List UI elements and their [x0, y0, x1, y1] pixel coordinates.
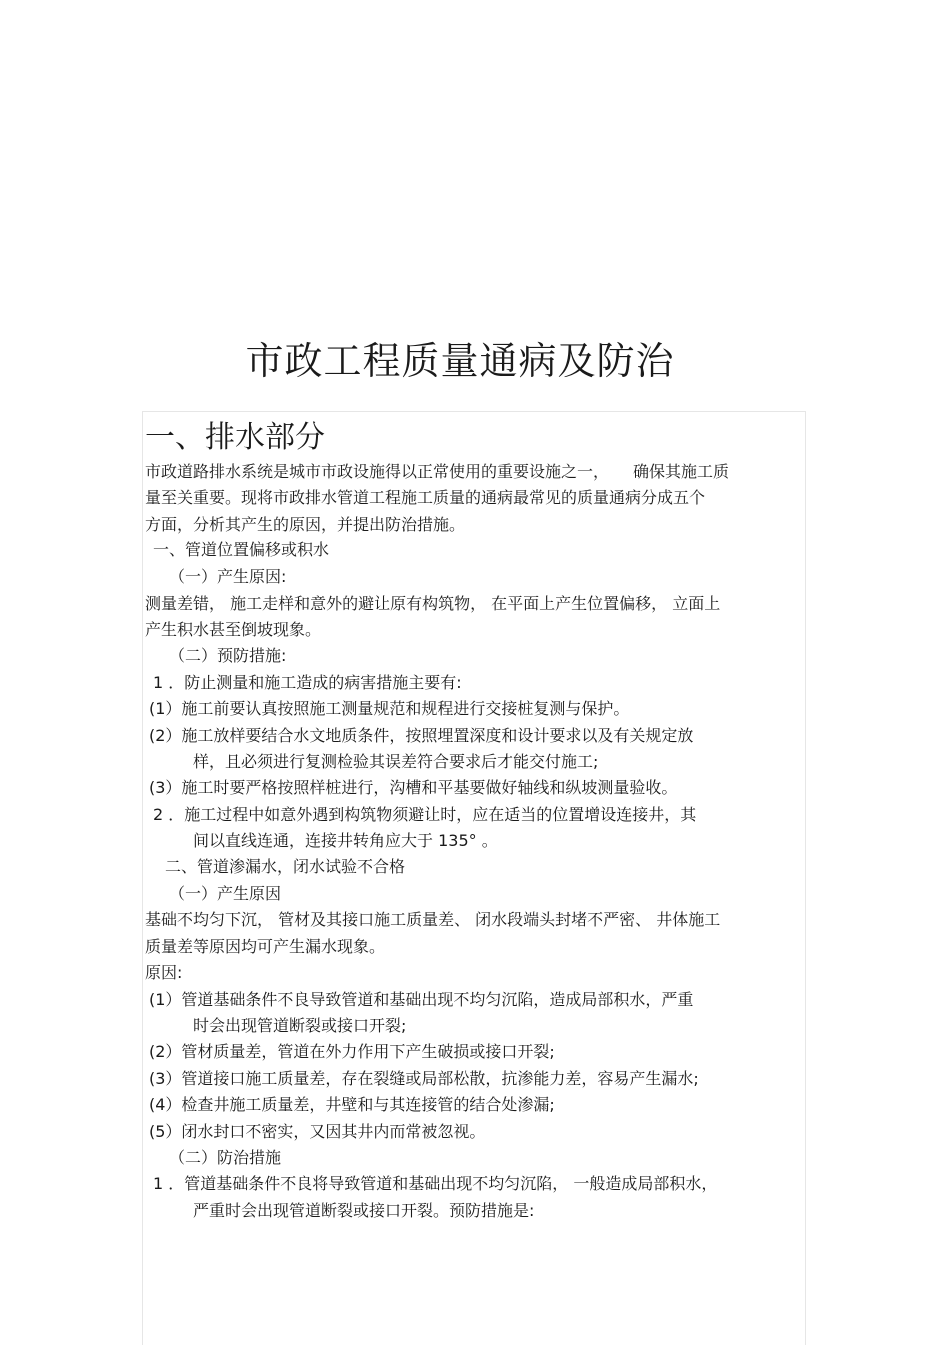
list-item: (2）施工放样要结合水文地质条件，按照埋置深度和设计要求以及有关规定放 — [149, 726, 694, 745]
list-item-continuation: 时会出现管道断裂或接口开裂; — [193, 1016, 407, 1035]
paragraph-line: 测量差错， 施工走样和意外的避让原有构筑物， 在平面上产生位置偏移， 立面上 — [145, 594, 721, 613]
subsection-heading: 一、管道位置偏移或积水 — [153, 540, 330, 559]
document-title: 市政工程质量通病及防治 — [245, 339, 675, 383]
paragraph-line: 原因: — [145, 963, 183, 982]
paragraph-line: 方面，分析其产生的原因，并提出防治措施。 — [145, 515, 466, 534]
list-item: 2 ．施工过程中如意外遇到构筑物须避让时，应在适当的位置增设连接井，其 — [153, 805, 697, 824]
section-heading: 一、排水部分 — [145, 420, 325, 455]
paragraph-line: 质量差等原因均可产生漏水现象。 — [145, 937, 386, 956]
list-item-continuation: 样，且必须进行复测检验其误差符合要求后才能交付施工; — [193, 752, 599, 771]
list-item: (1）管道基础条件不良导致管道和基础出现不均匀沉陷，造成局部积水，严重 — [149, 990, 694, 1009]
list-item: (4）检查井施工质量差，井壁和与其连接管的结合处渗漏; — [149, 1095, 555, 1114]
subsection-heading: （二）防治措施 — [169, 1148, 282, 1167]
list-item-continuation: 间以直线连通，连接井转角应大于 135° 。 — [193, 831, 498, 850]
paragraph-line: 量至关重要。现将市政排水管道工程施工质量的通病最常见的质量通病分成五个 — [145, 488, 706, 507]
paragraph-line: 市政道路排水系统是城市市政设施得以正常使用的重要设施之一， 确保其施工质 — [145, 462, 730, 481]
list-item: (2）管材质量差，管道在外力作用下产生破损或接口开裂; — [149, 1042, 555, 1061]
list-item: 1 ．防止测量和施工造成的病害措施主要有: — [153, 673, 462, 692]
list-item: (5）闭水封口不密实，又因其井内而常被忽视。 — [149, 1122, 486, 1141]
subsection-heading: 二、管道渗漏水，闭水试验不合格 — [165, 857, 406, 876]
content-frame — [142, 411, 806, 1345]
list-item: (3）管道接口施工质量差，存在裂缝或局部松散，抗渗能力差，容易产生漏水; — [149, 1069, 699, 1088]
list-item: (3）施工时要严格按照样桩进行，沟槽和平基要做好轴线和纵坡测量验收。 — [149, 778, 678, 797]
list-item-continuation: 严重时会出现管道断裂或接口开裂。预防措施是: — [193, 1201, 535, 1220]
paragraph-line: 基础不均匀下沉， 管材及其接口施工质量差、 闭水段端头封堵不严密、 井体施工 — [145, 910, 721, 929]
subsection-heading: （一）产生原因: — [169, 567, 287, 586]
list-item: 1 ．管道基础条件不良将导致管道和基础出现不均匀沉陷， 一般造成局部积水， — [153, 1174, 718, 1193]
subsection-heading: （一）产生原因 — [169, 884, 282, 903]
subsection-heading: （二）预防措施: — [169, 646, 287, 665]
paragraph-line: 产生积水甚至倒坡现象。 — [145, 620, 322, 639]
list-item: (1）施工前要认真按照施工测量规范和规程进行交接桩复测与保护。 — [149, 699, 630, 718]
